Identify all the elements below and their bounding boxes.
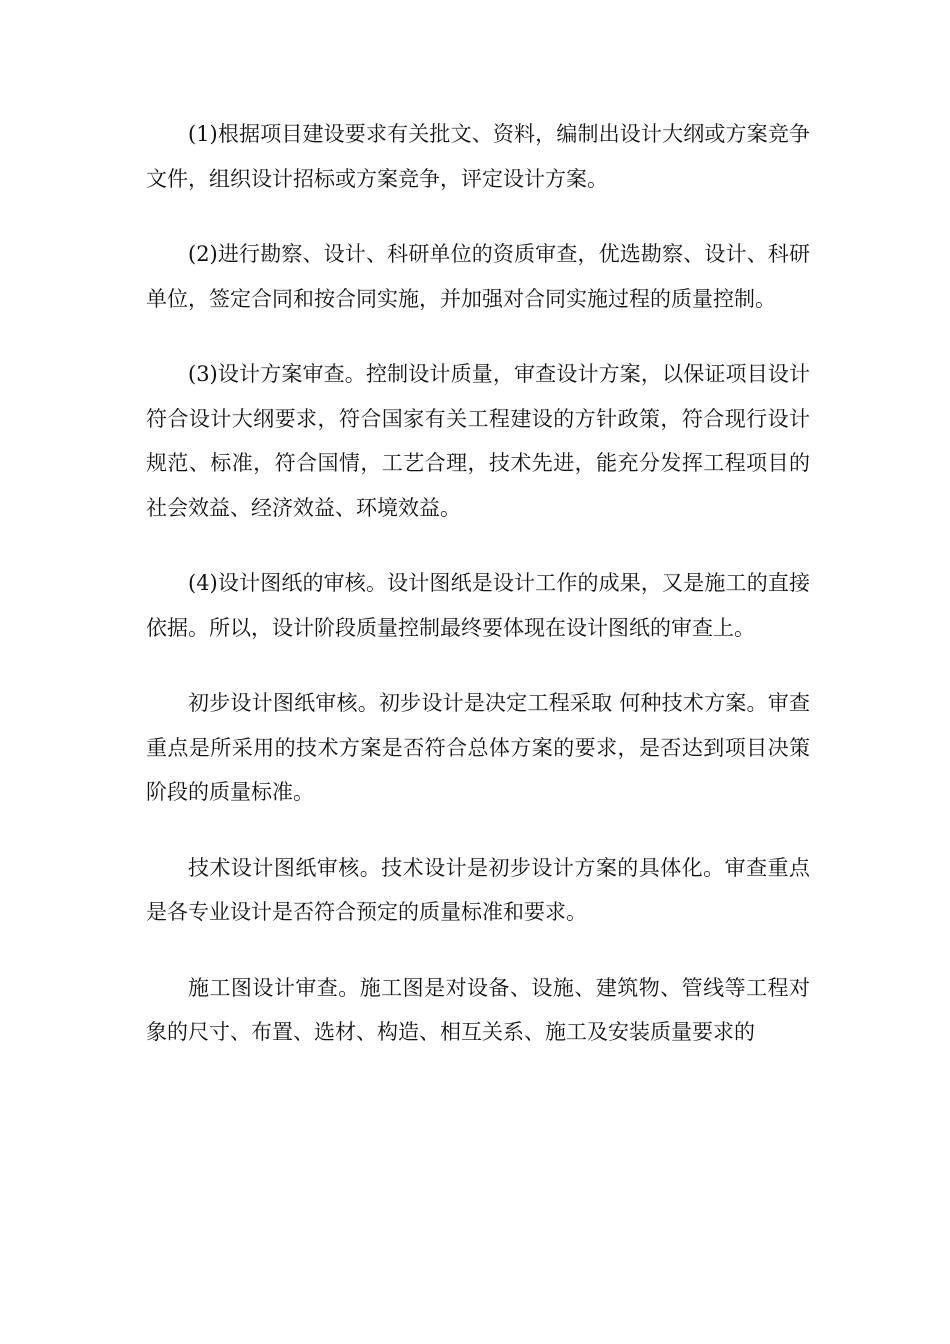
paragraph-6: 技术设计图纸审核。技术设计是初步设计方案的具体化。审查重点是各专业设计是否符合预定的质量标准和要求。 — [146, 855, 810, 924]
paragraph-1: (1)根据项目建设要求有关批文、资料，编制出设计大纲或方案竞争文件，组织设计招标或方案竞争，评定设计方案。 — [146, 122, 810, 191]
paragraph-5: 初步设计图纸审核。初步设计是决定工程采取 何种技术方案。审查重点是所采用的技术方案是否符合总体方案的要求，是否达到项目决策阶段的质量标准。 — [146, 691, 810, 804]
paragraph-3: (3)设计方案审查。控制设计质量，审查设计方案，以保证项目设计符合设计大纲要求，符合国家有关工程建设的方针政策，符合现行设计规范、标准，符合国情，工艺合理，技术先进，能充分发挥工程项目的社会效益、经济效益、环境效益。 — [146, 362, 810, 520]
paragraph-2: (2)进行勘察、设计、科研单位的资质审查，优选勘察、设计、科研单位，签定合同和按合同实施，并加强对合同实施过程的质量控制。 — [146, 242, 810, 311]
paragraph-4: (4)设计图纸的审核。设计图纸是设计工作的成果，又是施工的直接依据。所以，设计阶段质量控制最终要体现在设计图纸的审查上。 — [146, 571, 810, 640]
document-body — [146, 112, 810, 1055]
paragraph-7: 施工图设计审查。施工图是对设备、设施、建筑物、管线等工程对象的尺寸、布置、选材、构造、相互关系、施工及安装质量要求的 — [146, 975, 810, 1044]
